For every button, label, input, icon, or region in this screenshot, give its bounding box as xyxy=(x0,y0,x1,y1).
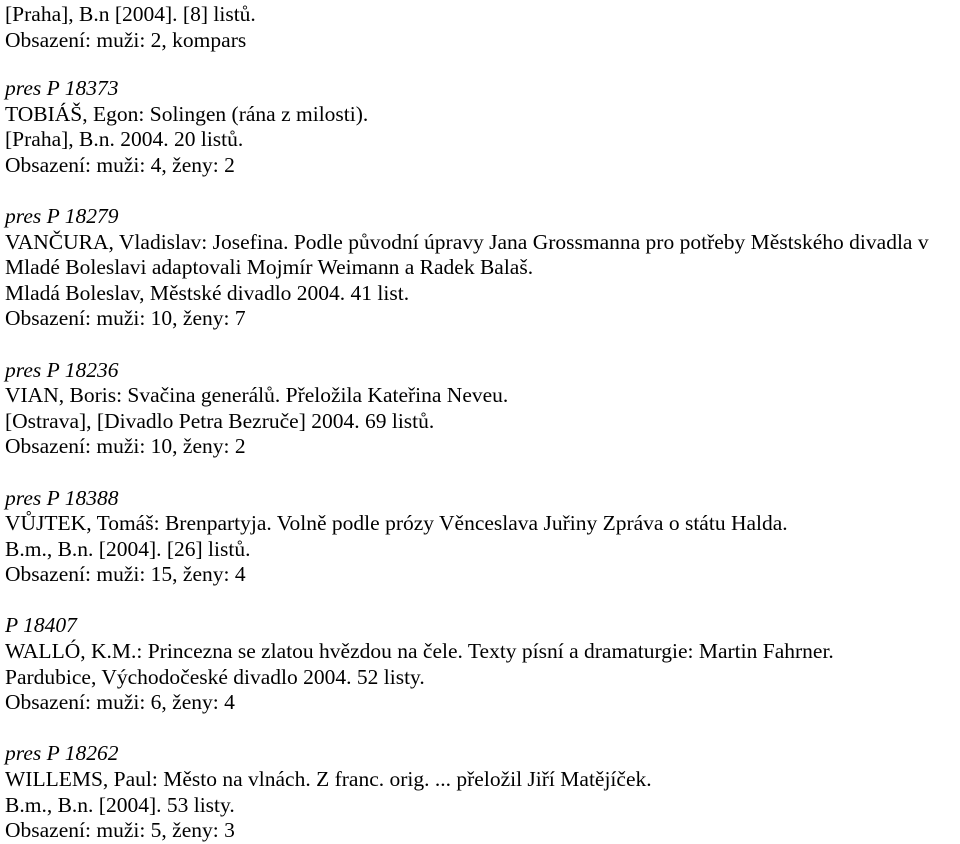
entry-spacer xyxy=(5,588,929,614)
catalog-entry xyxy=(5,741,929,843)
entry-line: B.m., B.n. [2004]. 53 listy. xyxy=(5,792,235,817)
entry-line: WILLEMS, Paul: Město na vlnách. Z franc. orig. ... přeložil Jiří Matějíček. xyxy=(5,767,652,792)
entry-spacer xyxy=(5,178,929,204)
intro-block xyxy=(5,2,256,53)
entry-code: P 18407 xyxy=(5,613,77,638)
entry-line: Obsazení: muži: 15, ženy: 4 xyxy=(5,562,246,587)
entry-line: VIAN, Boris: Svačina generálů. Přeložila Kateřina Neveu. xyxy=(5,383,509,408)
entry-line: [Ostrava], [Divadlo Petra Bezruče] 2004. 69 listů. xyxy=(5,408,435,433)
entry-line: Obsazení: muži: 10, ženy: 2 xyxy=(5,434,246,459)
entry-line: Obsazení: muži: 6, ženy: 4 xyxy=(5,690,235,715)
entry-line: VŮJTEK, Tomáš: Brenpartyja. Volně podle prózy Věnceslava Juřiny Zpráva o státu Halda. xyxy=(5,511,788,536)
entry-spacer xyxy=(5,460,929,486)
catalog-entry xyxy=(5,204,929,358)
entry-line: Pardubice, Východočeské divadlo 2004. 52 listy. xyxy=(5,664,425,689)
catalog-entry xyxy=(5,486,929,614)
entry-line: TOBIÁŠ, Egon: Solingen (rána z milosti). xyxy=(5,101,369,126)
entry-spacer xyxy=(5,716,929,742)
entry-line: Obsazení: muži: 10, ženy: 7 xyxy=(5,306,246,331)
entry-line: Obsazení: muži: 4, ženy: 2 xyxy=(5,152,235,177)
intro-line: [Praha], B.n [2004]. [8] listů. xyxy=(5,2,256,26)
entry-line: [Praha], B.n. 2004. 20 listů. xyxy=(5,127,244,152)
entry-line: Mladá Boleslav, Městské divadlo 2004. 41 list. xyxy=(5,280,410,305)
entry-code: pres P 18262 xyxy=(5,741,119,766)
catalog-entries xyxy=(5,76,929,844)
entry-line: Obsazení: muži: 5, ženy: 3 xyxy=(5,818,235,843)
entry-code: pres P 18279 xyxy=(5,203,119,228)
entry-line: Mladé Boleslavi adaptovali Mojmír Weimann a Radek Balaš. xyxy=(5,255,534,280)
entry-line: B.m., B.n. [2004]. [26] listů. xyxy=(5,536,251,561)
entry-line: VANČURA, Vladislav: Josefina. Podle původní úpravy Jana Grossmanna pro potřeby Městského divadla v xyxy=(5,229,929,254)
entry-code: pres P 18236 xyxy=(5,357,119,382)
entry-code: pres P 18373 xyxy=(5,76,119,100)
entry-spacer xyxy=(5,332,929,358)
entry-code: pres P 18388 xyxy=(5,485,119,510)
catalog-entry xyxy=(5,613,929,741)
catalog-entry xyxy=(5,76,929,204)
catalog-entry xyxy=(5,358,929,486)
entry-line: WALLÓ, K.M.: Princezna se zlatou hvězdou na čele. Texty písní a dramaturgie: Martin Fahrner. xyxy=(5,639,834,664)
intro-line: Obsazení: muži: 2, kompars xyxy=(5,27,247,52)
